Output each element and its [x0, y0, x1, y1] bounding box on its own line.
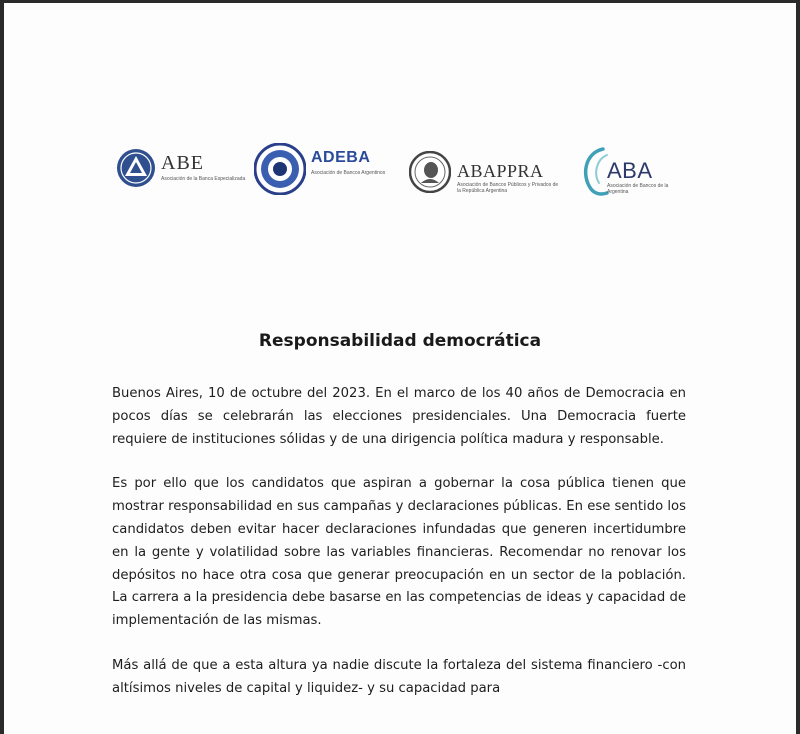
aba-logo-name: ABA [607, 158, 653, 183]
document-page [0, 3, 796, 734]
aba-logo-subtitle: Asociación de Bancos de la Argentina [607, 183, 669, 195]
abappra-logo-name: ABAPPRA [457, 161, 544, 181]
adeba-logo-subtitle: Asociación de Bancos Argentinos [311, 170, 386, 176]
paragraph-2: Es por ello que los candidatos que aspiran a gobernar la cosa pública tienen que mostrar responsabilidad en sus campañas y declaraciones públicas. En ese sentido los candidatos deben evitar hacer declaraciones infundadas que generen incertidumbre en la gente y volatilidad sobre las variables financieras. Recomendar no renovar los depósitos no hace otra cosa que generar preocupación en un sector de la población. La carrera a la presidencia debe basarse en las competencias de ideas y capacidad de implementación de las mismas. [112, 476, 686, 629]
paragraph-3: Más allá de que a esta altura ya nadie discute la fortaleza del sistema financiero -con altísimos niveles de capital y liquidez- y su capacidad para [112, 657, 686, 696]
abe-logo-subtitle: Asociación de la Banca Especializada [161, 176, 246, 182]
abappra-logo-subtitle: Asociación de Bancos Públicos y Privados de la República Argentina [457, 182, 559, 194]
abe-emblem-icon [116, 148, 156, 188]
document-body [112, 383, 686, 723]
abappra-emblem-icon [409, 151, 451, 193]
document-title: Responsabilidad democrática [258, 331, 542, 351]
aba-logo [579, 143, 689, 203]
adeba-logo [254, 143, 404, 203]
adeba-logo-name: ADEBA [311, 149, 371, 166]
adeba-emblem-icon [254, 143, 306, 195]
abe-logo [116, 143, 246, 203]
abe-logo-name: ABE [161, 152, 204, 174]
abappra-logo [409, 143, 574, 203]
paragraph-1: Buenos Aires, 10 de octubre del 2023. En el marco de los 40 años de Democracia en pocos días se celebrarán las elecciones presidenciales. Una Democracia fuerte requiere de instituciones sólidas y de una dirigencia política madura y responsable. [112, 386, 686, 447]
logo-row [114, 143, 694, 203]
